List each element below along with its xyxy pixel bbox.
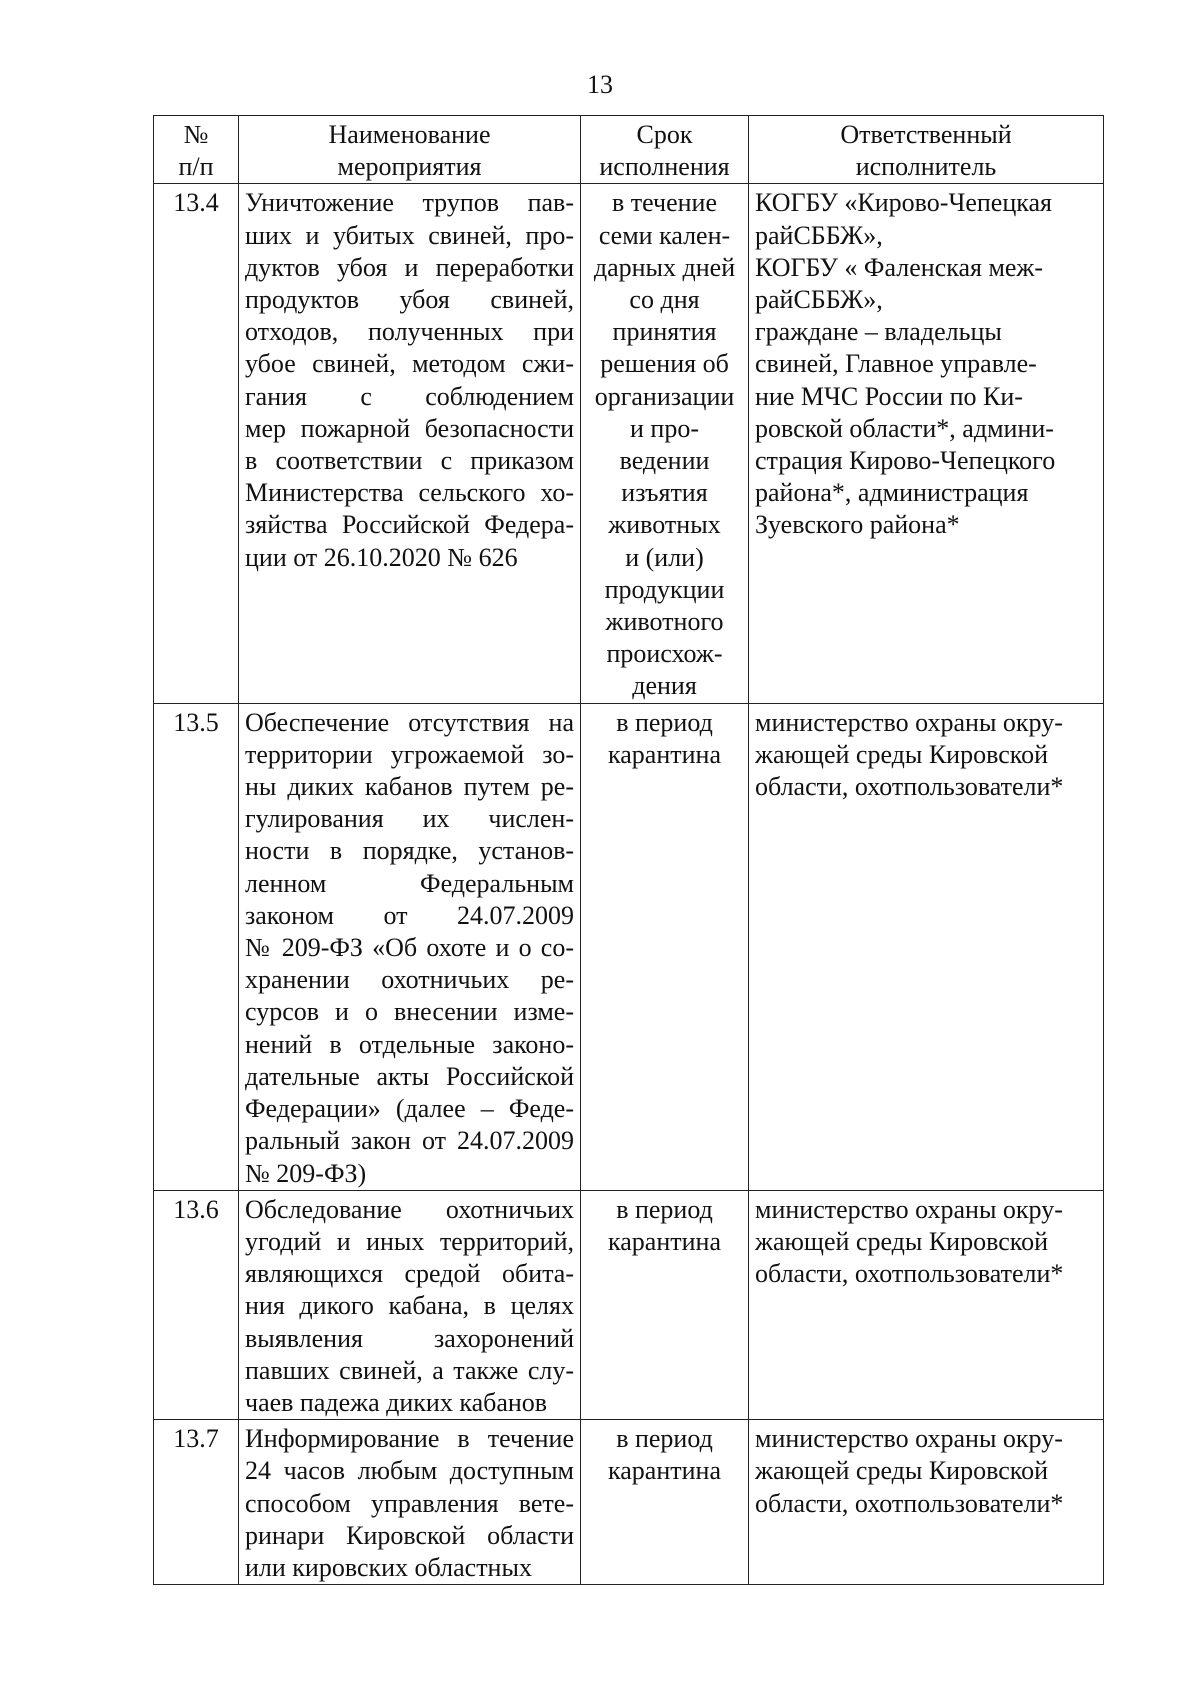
measure-responsible-line: райСББЖ», xyxy=(755,285,883,315)
measure-name xyxy=(239,184,581,703)
measure-name-line: законом от 24.07.2009 xyxy=(245,900,574,930)
measure-name-line: ния дикого кабана, в целях xyxy=(245,1291,574,1321)
table-header-row xyxy=(154,116,1104,184)
measure-name-line: № 209-ФЗ) xyxy=(245,1158,367,1188)
measure-name-line: ны диких кабанов путем ре- xyxy=(245,772,574,802)
measure-responsible xyxy=(749,1190,1104,1419)
table-row xyxy=(154,1420,1104,1585)
measure-term-line: в период xyxy=(616,707,713,737)
header-line: исполнитель xyxy=(855,152,997,182)
measure-term-line: карантина xyxy=(608,739,721,769)
measure-term-line: карантина xyxy=(608,1456,721,1486)
measure-responsible-line: ние МЧС России по Ки- xyxy=(755,381,1023,411)
measure-term xyxy=(581,184,749,703)
measure-term-line: дения xyxy=(632,671,697,701)
measure-term-line: животных xyxy=(608,510,721,540)
measure-term-line: в период xyxy=(616,1194,713,1224)
measure-name-line: Федерации» (далее – Феде- xyxy=(245,1094,574,1124)
measure-name-line: ральный закон от 24.07.2009 xyxy=(245,1126,574,1156)
measure-name-line: являющихся средой обита- xyxy=(245,1259,574,1289)
measure-term-line: животного xyxy=(605,607,724,637)
measure-name-line: способом управления вете- xyxy=(245,1488,574,1518)
measure-responsible-line: Зуевского района* xyxy=(755,510,960,540)
measure-name-line: ринари Кировской области xyxy=(245,1520,574,1550)
measure-term-line: и (или) xyxy=(625,542,704,572)
measure-name-line: сурсов и о внесении изме- xyxy=(245,997,574,1027)
measure-name-line: гания с соблюдением xyxy=(245,381,574,411)
header-num xyxy=(154,116,239,184)
measure-term xyxy=(581,703,749,1190)
measure-term-line: в течение xyxy=(611,188,717,218)
measure-term xyxy=(581,1190,749,1419)
measure-term-line: и про- xyxy=(630,413,699,443)
measure-term-line: происхож- xyxy=(606,639,723,669)
measure-term-line: изъятия xyxy=(621,478,708,508)
measure-term-line: со дня xyxy=(629,285,700,315)
measure-name-line: или кировских областных xyxy=(245,1552,532,1582)
measure-term-line: в период xyxy=(616,1424,713,1454)
header-line: Ответственный xyxy=(840,120,1012,149)
measure-responsible-line: министерство охраны окру- xyxy=(755,1194,1063,1224)
header-line: Срок xyxy=(636,120,693,149)
table-body xyxy=(154,184,1104,1585)
measure-responsible-line: министерство охраны окру- xyxy=(755,707,1063,737)
measure-name-line: Информирование в течение xyxy=(245,1424,574,1454)
measure-term-line: семи кален- xyxy=(598,220,731,250)
measure-name-line: хранении охотничьих ре- xyxy=(245,965,574,995)
row-number: 13.4 xyxy=(154,184,239,703)
measure-name-line: ленном Федеральным xyxy=(245,868,574,898)
measure-name-line: ции от 26.10.2020 № 626 xyxy=(245,542,518,572)
measure-term-line: продукции xyxy=(604,574,725,604)
measure-name-line: Уничтожение трупов пав- xyxy=(245,188,574,218)
measure-name-line: убое свиней, методом сжи- xyxy=(245,349,574,379)
measure-responsible-line: министерство охраны окру- xyxy=(755,1424,1063,1454)
header-term xyxy=(581,116,749,184)
measure-responsible-line: страция Кирово-Чепецкого xyxy=(755,446,1056,476)
table-row xyxy=(154,703,1104,1190)
row-number: 13.6 xyxy=(154,1190,239,1419)
table-row xyxy=(154,184,1104,703)
measure-term-line: дарных дней xyxy=(593,252,736,282)
measure-responsible-line: области, охотпользователи* xyxy=(755,1488,1064,1518)
measure-responsible-line: жающей среды Кировской xyxy=(755,739,1048,769)
measure-name-line: в соответствии с приказом xyxy=(245,446,574,476)
measure-name-line: Обеспечение отсутствия на xyxy=(245,707,574,737)
header-line: № xyxy=(183,120,209,149)
measure-responsible-line: жающей среды Кировской xyxy=(755,1226,1048,1256)
header-name xyxy=(239,116,581,184)
measure-responsible xyxy=(749,1420,1104,1585)
header-line: исполнения xyxy=(599,152,730,182)
measure-responsible xyxy=(749,703,1104,1190)
measure-responsible-line: КОГБУ «Кирово-Чепецкая xyxy=(755,188,1052,218)
measure-responsible-line: райСББЖ», xyxy=(755,220,883,250)
measure-responsible-line: ровской области*, админи- xyxy=(755,413,1054,443)
header-resp xyxy=(749,116,1104,184)
measure-responsible-line: граждане – владельцы xyxy=(755,317,1002,347)
measure-name-line: дуктов убоя и переработки xyxy=(245,252,574,282)
measure-responsible xyxy=(749,184,1104,703)
measure-name-line: Министерства сельского хо- xyxy=(245,478,574,508)
table-row xyxy=(154,1190,1104,1419)
measure-responsible-line: области, охотпользователи* xyxy=(755,772,1064,802)
measure-term-line: организации xyxy=(594,381,735,411)
measure-responsible-line: области, охотпользователи* xyxy=(755,1259,1064,1289)
measure-responsible-line: района*, администрация xyxy=(755,478,1029,508)
measure-name-line: павших свиней, а также слу- xyxy=(245,1355,574,1385)
measure-name-line: выявления захоронений xyxy=(245,1323,574,1353)
row-number: 13.7 xyxy=(154,1420,239,1585)
measure-responsible-line: свиней, Главное управле- xyxy=(755,349,1037,379)
measure-name-line: дательные акты Российской xyxy=(245,1061,574,1091)
measure-name-line: № 209-ФЗ «Об охоте и о со- xyxy=(245,933,574,963)
header-line: п/п xyxy=(178,152,214,182)
measure-responsible-line: КОГБУ « Фаленская меж- xyxy=(755,252,1044,282)
measure-name-line: продуктов убоя свиней, xyxy=(245,285,574,315)
measure-name-line: зяйства Российской Федера- xyxy=(245,510,574,540)
measure-term-line: решения об xyxy=(600,349,729,379)
header-line: Наименование xyxy=(328,120,491,149)
page-number: 13 xyxy=(587,70,613,99)
measure-name-line: мер пожарной безопасности xyxy=(245,413,574,443)
measure-name-line: чаев падежа диких кабанов xyxy=(245,1387,548,1417)
measure-term-line: принятия xyxy=(612,317,717,347)
measure-name xyxy=(239,1190,581,1419)
measure-name xyxy=(239,1420,581,1585)
header-line: мероприятия xyxy=(337,152,482,182)
measure-name-line: ности в порядке, установ- xyxy=(245,836,574,866)
measure-term-line: ведении xyxy=(619,446,710,476)
measure-name-line: отходов, полученных при xyxy=(245,317,574,347)
measure-term xyxy=(581,1420,749,1585)
measure-name-line: территории угрожаемой зо- xyxy=(245,739,574,769)
measures-table xyxy=(153,115,1104,1585)
row-number: 13.5 xyxy=(154,703,239,1190)
measure-name-line: ших и убитых свиней, про- xyxy=(245,220,574,250)
measure-term-line: карантина xyxy=(608,1226,721,1256)
measure-name-line: 24 часов любым доступным xyxy=(245,1456,574,1486)
measure-name-line: Обследование охотничьих xyxy=(245,1194,574,1224)
measure-name-line: гулирования их числен- xyxy=(245,804,574,834)
measure-name-line: угодий и иных территорий, xyxy=(245,1226,574,1256)
measure-responsible-line: жающей среды Кировской xyxy=(755,1456,1048,1486)
measure-name xyxy=(239,703,581,1190)
measure-name-line: нений в отдельные законо- xyxy=(245,1029,574,1059)
